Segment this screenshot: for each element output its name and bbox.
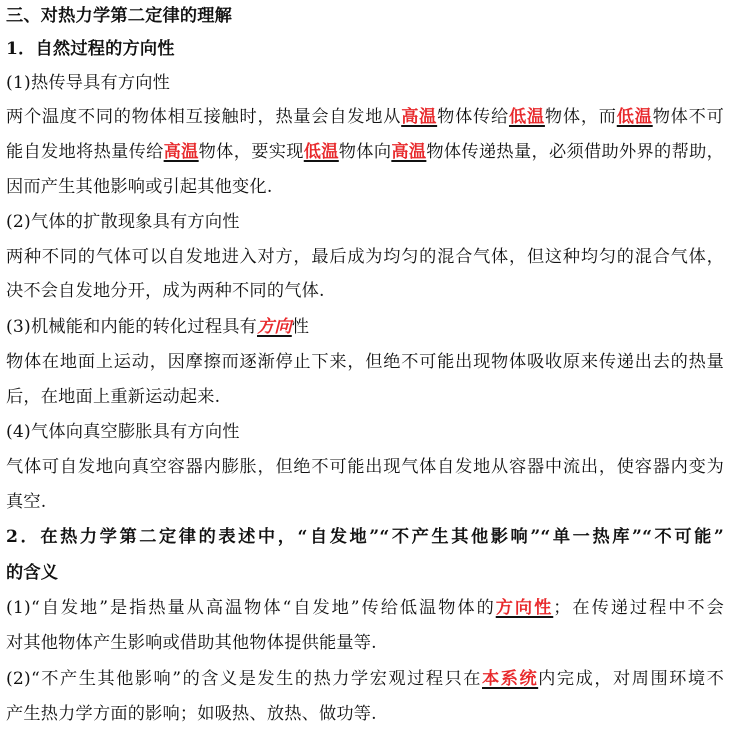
sub1-line-1 — [6, 102, 724, 132]
answer-low-temp-3: 低温 — [303, 142, 339, 162]
answer-high-temp-2: 高温 — [163, 142, 199, 162]
part2-heading-line-2: 的含义 — [6, 563, 59, 583]
text-segment: 物体，而 — [544, 107, 617, 127]
text-segment: (3)机械能和内能的转化过程具有 — [6, 317, 257, 337]
text-segment: 物体传给 — [437, 107, 509, 127]
part2-heading-line-1: 2．在热力学第二定律的表述中，“自发地”“不产生其他影响”“单一热库”“不可能” — [6, 527, 724, 547]
answer-directionality: 方向性 — [495, 598, 554, 618]
text-segment: 物体不可 — [652, 107, 724, 127]
text-segment: (2)“不产生其他影响”的含义是发生的热力学宏观过程只在 — [6, 669, 483, 689]
text-segment: (1)“自发地”是指热量从高温物体“自发地”传给低温物体的 — [6, 598, 496, 618]
answer-direction: 方向 — [257, 317, 292, 337]
part2-item1-line-2: 对其他物体产生影响或借助其他物体提供能量等. — [6, 633, 377, 653]
part1-heading: 1．自然过程的方向性 — [6, 39, 175, 59]
text-segment: 物体传递热量，必须借助外界的帮助， — [426, 142, 724, 162]
sub1-line-2 — [6, 137, 724, 167]
text-segment: ；在传递过程中不会 — [553, 598, 724, 618]
sub1-title: (1)热传导具有方向性 — [6, 73, 171, 93]
sub1-line-3: 因而产生其他影响或引起其他变化. — [6, 177, 273, 197]
sub4-title: (4)气体向真空膨胀具有方向性 — [6, 422, 240, 442]
part2-item2-line-1 — [6, 664, 724, 694]
text-segment: 两个温度不同的物体相互接触时，热量会自发地从 — [6, 107, 402, 127]
sub2-line-1: 两种不同的气体可以自发地进入对方，最后成为均匀的混合气体，但这种均匀的混合气体， — [6, 247, 724, 267]
answer-high-temp-1: 高温 — [401, 107, 438, 127]
text-segment: 能自发地将热量传给 — [6, 142, 164, 162]
text-segment: 内完成，对周围环境不 — [538, 669, 724, 689]
sub2-line-2: 决不会自发地分开，成为两种不同的气体. — [6, 281, 325, 301]
text-segment: 物体向 — [338, 142, 392, 162]
section-title: 三、对热力学第二定律的理解 — [6, 6, 233, 26]
answer-low-temp-2: 低温 — [616, 107, 653, 127]
sub4-line-1: 气体可自发地向真空容器内膨胀，但绝不可能出现气体自发地从容器中流出，使容器内变为 — [6, 457, 724, 477]
sub3-line-2: 后，在地面上重新运动起来. — [6, 387, 221, 407]
part2-item1-line-1 — [6, 593, 724, 623]
text-segment: 性 — [291, 317, 310, 337]
sub2-title: (2)气体的扩散现象具有方向性 — [6, 212, 240, 232]
answer-this-system: 本系统 — [482, 669, 539, 689]
sub4-line-2: 真空. — [6, 492, 47, 512]
answer-low-temp-1: 低温 — [508, 107, 545, 127]
sub3-line-1: 物体在地面上运动，因摩擦而逐渐停止下来，但绝不可能出现物体吸收原来传递出去的热量 — [6, 352, 724, 372]
answer-high-temp-3: 高温 — [391, 142, 427, 162]
sub3-title — [6, 312, 309, 342]
part2-item2-line-2: 产生热力学方面的影响；如吸热、放热、做功等. — [6, 704, 377, 724]
text-segment: 物体，要实现 — [198, 142, 304, 162]
